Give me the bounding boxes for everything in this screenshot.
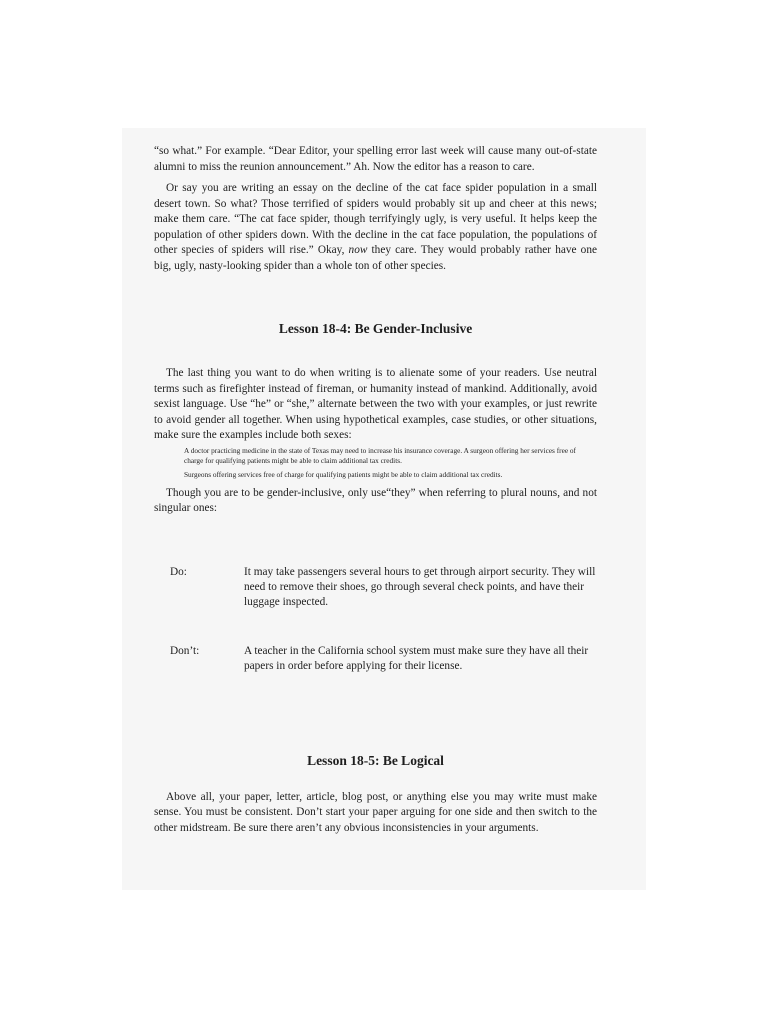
example-neutral: Surgeons offering services free of charge for qualifying patients might be able to claim additional tax credits. <box>184 469 503 479</box>
do-label: Do: <box>170 565 187 578</box>
dont-label: Don’t: <box>170 644 200 657</box>
paragraph-spider-emphasis: now <box>348 244 368 256</box>
paragraph-spider-text-end: they care. They would probably rather have one big, ugly, nasty-looking spider than a whole ton of other species. <box>154 244 597 272</box>
dont-text: A teacher in the California school system must make sure they have all their papers in order before applying for their license. <box>244 644 589 672</box>
lesson-18-5-body: Above all, your paper, letter, article, blog post, or anything else you may write must make sense. You must be consistent. Don’t start your paper arguing for one side and then switch to the other midstream. Be sure there aren’t any obvious inconsistencies in your arguments. <box>154 790 597 834</box>
lesson-18-4-heading: Lesson 18-4: Be Gender-Inclusive <box>278 321 473 336</box>
paragraph-spider <box>154 181 597 274</box>
document-body <box>154 144 597 836</box>
example-gendered: A doctor practicing medicine in the state of Texas may need to increase his insurance coverage. A surgeon offering her services free of charge for qualifying patients might be able to claim additional tax credits. <box>184 445 576 465</box>
do-example <box>154 565 597 610</box>
lesson-18-4-intro: The last thing you want to do when writing is to alienate some of your readers. Use neutral terms such as firefighter instead of fireman, or humanity instead of mankind. Additionally, avoid sexist language. Use “he” or “she,” alternate between the two with your examples, or just rewrite to avoid gender all together. When using hypothetical examples, case studies, or other situations, make sure the examples include both sexes: <box>154 367 597 441</box>
dont-example <box>154 644 597 674</box>
paragraph-so-what: “so what.” For example. “Dear Editor, your spelling error last week will cause many out-of-state alumni to miss the reunion announcement.” Ah. Now the editor has a reason to care. <box>154 145 597 173</box>
plural-note: Though you are to be gender-inclusive, only use“they” when referring to plural nouns, and not singular ones: <box>154 486 597 514</box>
paragraph-spider-text: Or say you are writing an essay on the decline of the cat face spider population in a small desert town. So what? Those terrified of spiders would probably sit up and cheer at this news; make them care. “The cat face spider, though terrifyingly ugly, is very useful. It helps keep the population of other spiders down. With the decline in the cat face population, the populations of other species of spiders will rise.” Okay, <box>154 182 597 256</box>
do-text: It may take passengers several hours to get through airport security. They will need to remove their shoes, go through several check points, and have their luggage inspected. <box>244 565 596 608</box>
lesson-18-5-heading: Lesson 18-5: Be Logical <box>307 752 444 768</box>
